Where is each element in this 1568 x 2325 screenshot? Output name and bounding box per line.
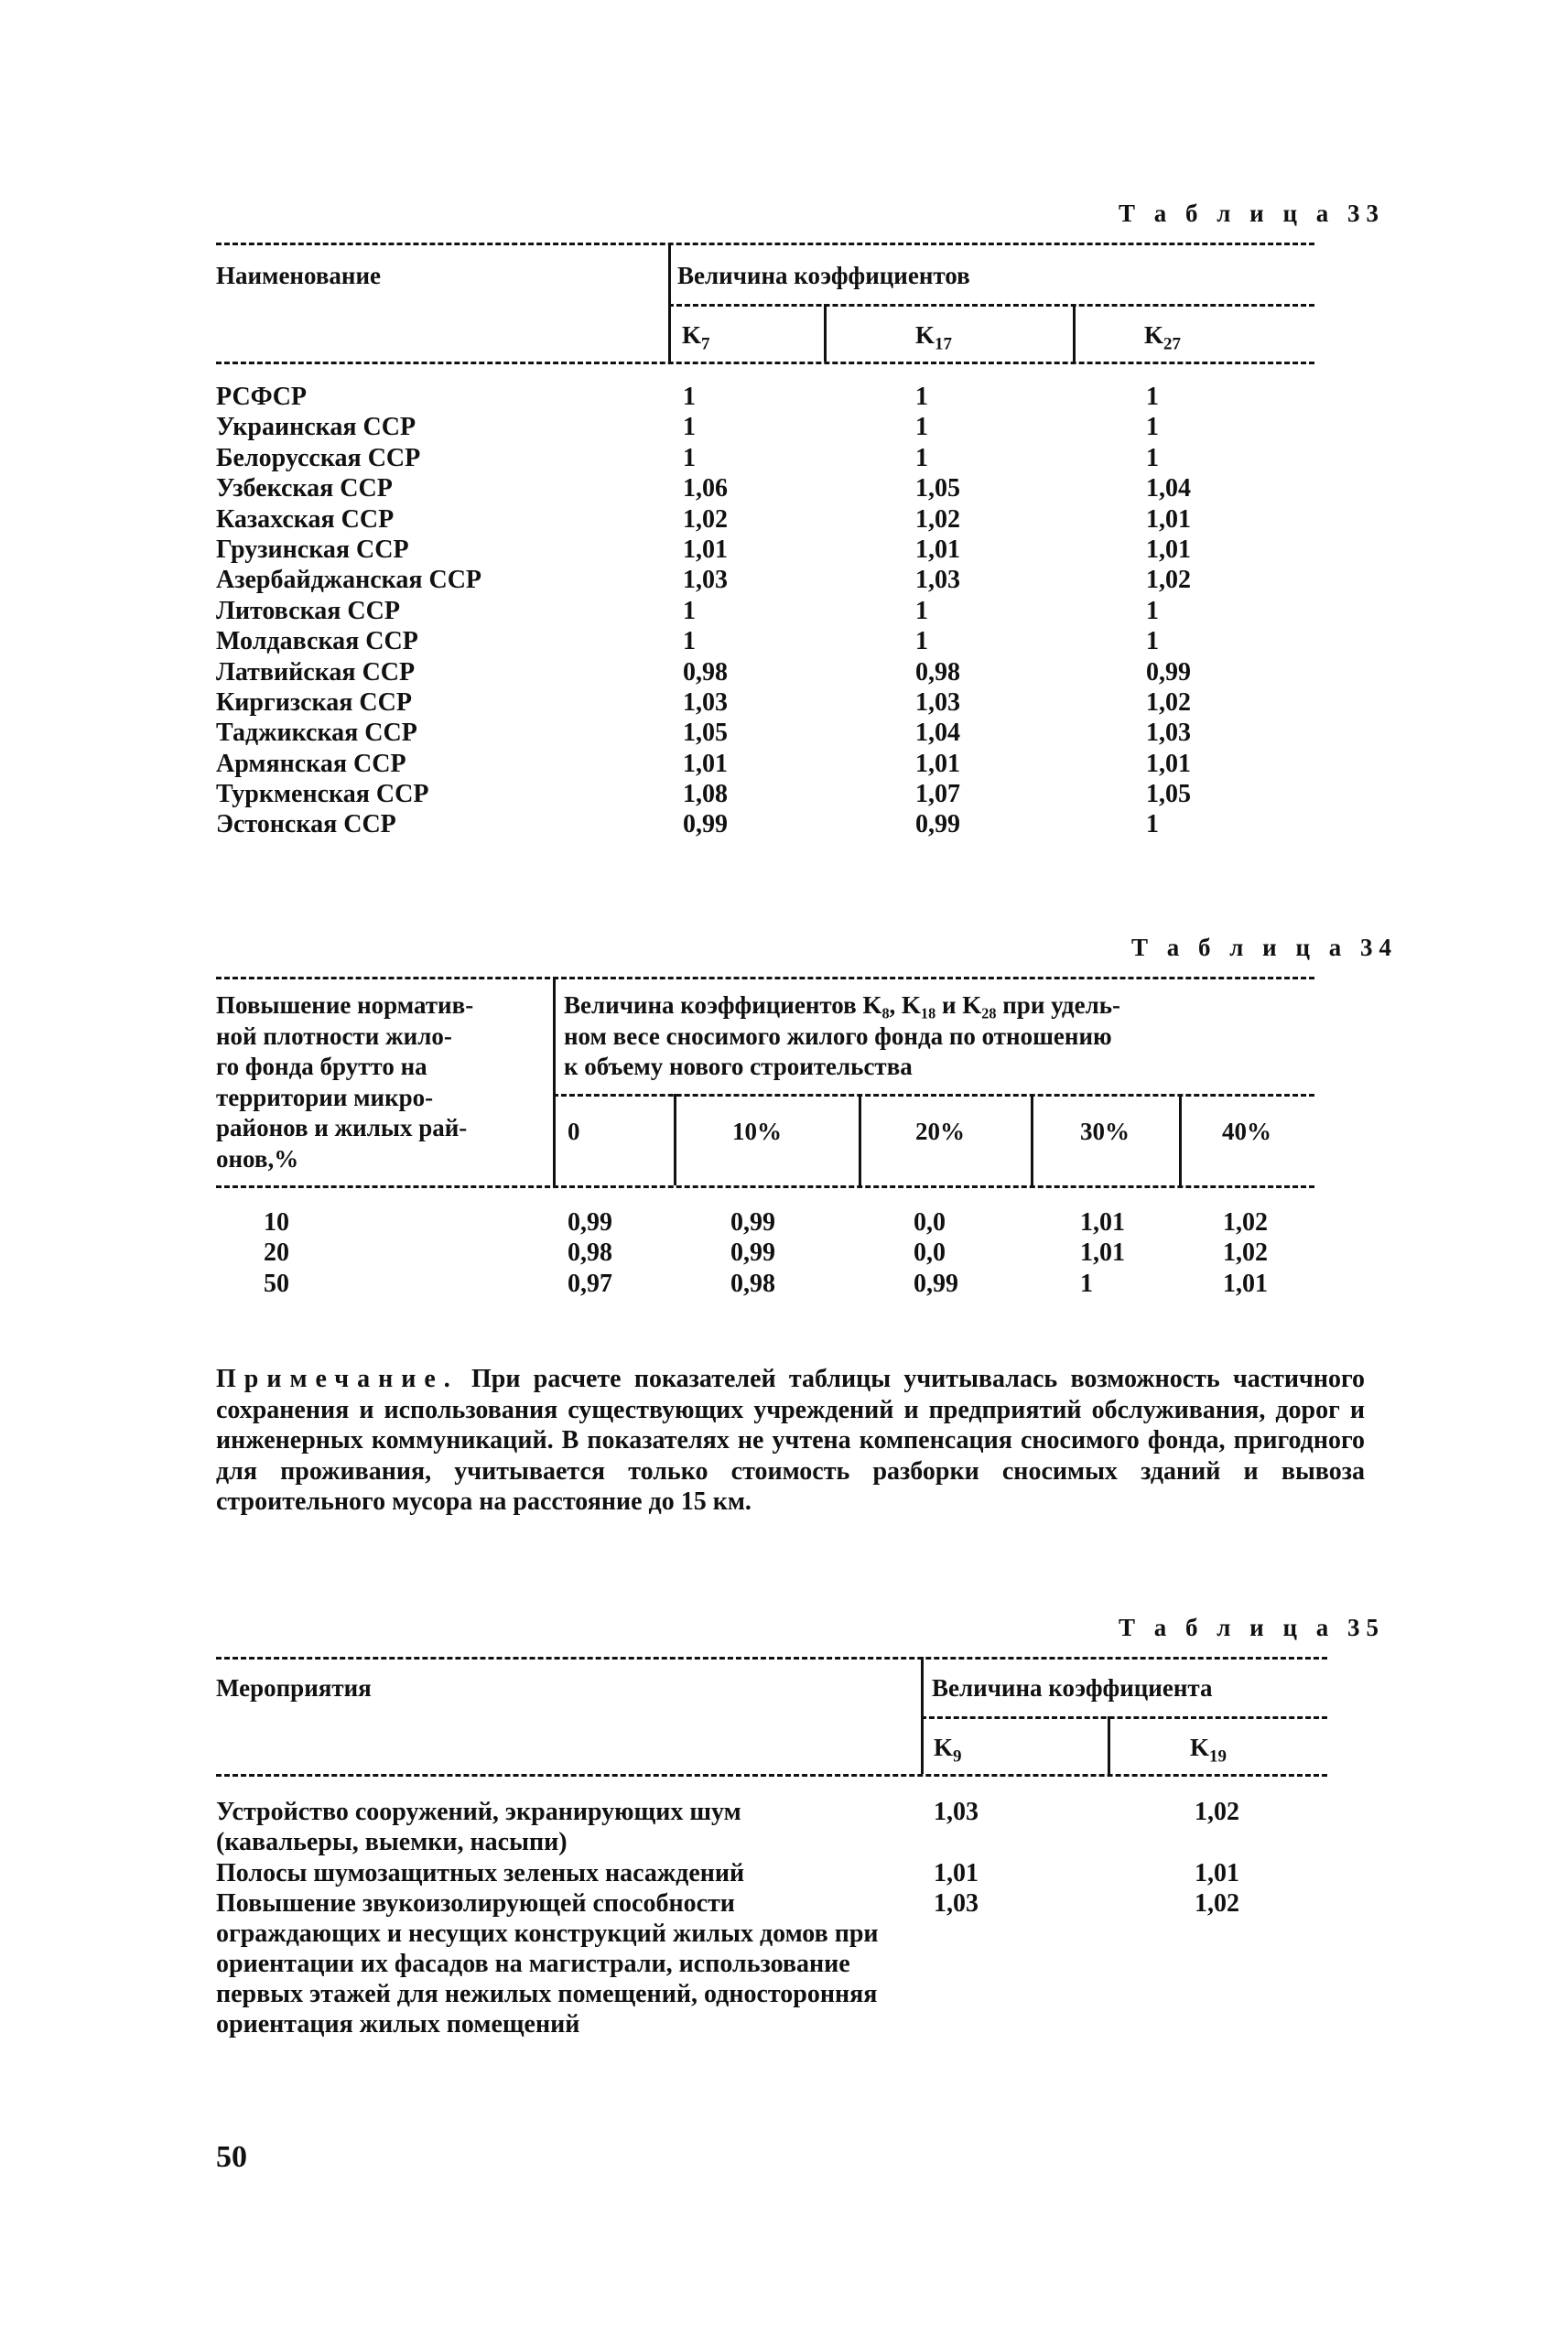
- table-row: 50 0,97 0,98 0,99 1 1,01: [264, 1269, 1268, 1298]
- table-row: 10 0,99 0,99 0,0 1,01 1,02: [264, 1208, 1268, 1237]
- table33-coef-k27: $K_{27}$: [1144, 321, 1182, 354]
- table33-group-rule: [668, 304, 1314, 307]
- table33-body: [216, 382, 1314, 840]
- table35-row-3-k19: 1,02: [1195, 1889, 1239, 1918]
- table33-coef-k7: $K_7$: [682, 321, 710, 354]
- table33-top-rule: [216, 243, 1314, 245]
- table35-row-2-k19: 1,01: [1195, 1859, 1239, 1887]
- table34-group-rule: [553, 1094, 1314, 1097]
- table35-row-2-k9: 1,01: [934, 1859, 979, 1887]
- table34-sub-divider-4: [1179, 1094, 1182, 1185]
- table-row: Литовская ССР 1 1 1: [216, 596, 1159, 625]
- table-row: Узбекская ССР 1,06 1,05 1,04: [216, 474, 1191, 503]
- table34-col-name: Повышение норматив- ной плотности жило- го фонда брутто на территории микро- районов и жилых рай- онов,%: [216, 991, 474, 1173]
- table33-divider: [668, 243, 671, 362]
- table34-sub-divider-2: [859, 1094, 861, 1185]
- table35-coef-k19: $K_{19}$: [1190, 1734, 1227, 1767]
- table34-pct-20: 20%: [915, 1118, 965, 1145]
- table34-caption: Т а б л и ц а 34: [1131, 934, 1399, 961]
- table34-note: [216, 1364, 1365, 1518]
- table-row: Туркменская ССР 1,08 1,07 1,05: [216, 780, 1191, 809]
- table-row: Грузинская ССР 1,01 1,01 1,01: [216, 535, 1191, 564]
- table-row: Киргизская ССР 1,03 1,03 1,02: [216, 687, 1191, 717]
- table-row: Азербайджанская ССР 1,03 1,03 1,02: [216, 566, 1191, 595]
- table34-col-group: Величина коэффициентов K₈, K₁₈ и K₂₈ при удель- ном весе сносимого жилого фонда по отношению к объему нового строительства: [564, 991, 1120, 1080]
- table-row: Украинская ССР 1 1 1: [216, 413, 1159, 442]
- table35-row-1-k9: 1,03: [934, 1798, 979, 1826]
- table34-top-rule: [216, 977, 1314, 979]
- table-row: Таджикская ССР 1,05 1,04 1,03: [216, 719, 1191, 748]
- table33-coef-k17: $K_{17}$: [915, 321, 953, 354]
- table35-coef-k9: $K_9$: [934, 1734, 962, 1767]
- table-row: Белорусская ССР 1 1 1: [216, 443, 1159, 472]
- table-row: 20 0,98 0,99 0,0 1,01 1,02: [264, 1238, 1268, 1268]
- note-label: Примечание.: [216, 1365, 459, 1393]
- table34-header-rule: [216, 1185, 1314, 1188]
- table34-pct-0: 0: [568, 1118, 580, 1145]
- table34-divider: [553, 977, 556, 1185]
- table35-top-rule: [216, 1657, 1327, 1660]
- table35-divider: [921, 1657, 924, 1774]
- table34-sub-divider-1: [674, 1094, 676, 1185]
- table34-pct-30: 30%: [1080, 1118, 1130, 1145]
- table-row: Казахская ССР 1,02 1,02 1,01: [216, 504, 1191, 534]
- table34-pct-40: 40%: [1222, 1118, 1271, 1145]
- table35-col-name: Мероприятия: [216, 1674, 372, 1702]
- table35-header-rule: [216, 1774, 1327, 1777]
- table33-col-group: Величина коэффициентов: [677, 262, 970, 289]
- table33-sub-divider-1: [824, 304, 827, 362]
- page-number: 50: [216, 2140, 247, 2174]
- table35-row-3-k9: 1,03: [934, 1889, 979, 1918]
- table-row: Эстонская ССР 0,99 0,99 1: [216, 810, 1159, 839]
- table-row: Армянская ССР 1,01 1,01 1,01: [216, 749, 1191, 778]
- table33-caption: Т а б л и ц а 33: [1119, 200, 1386, 227]
- table33-header-rule: [216, 362, 1314, 364]
- table34-body: [216, 1207, 1314, 1299]
- table35-group-rule: [921, 1716, 1327, 1719]
- table-row: Молдавская ССР 1 1 1: [216, 627, 1159, 656]
- table-row: РСФСР 1 1 1: [216, 383, 1159, 411]
- table34-sub-divider-3: [1031, 1094, 1033, 1185]
- table33-sub-divider-2: [1073, 304, 1076, 362]
- table35-row-1-k19: 1,02: [1195, 1798, 1239, 1826]
- note-text: При расчете показателей таблицы учитывалась возможность частичного сохранения и использования существующих учреждений и предприятий обслуживания, дорог и инженерных коммуникаций. В показателях не учтена компенсация сносимого фонда, пригодного для проживания, учитывается только стоимость разборки сносимых зданий и вывоза строительного мусора на расстояние до 15 км.: [216, 1365, 1365, 1516]
- table33-col-name: Наименование: [216, 262, 381, 289]
- table35-sub-divider: [1108, 1716, 1110, 1774]
- table35-caption: Т а б л и ц а 35: [1119, 1614, 1386, 1641]
- table-row: Латвийская ССР 0,98 0,98 0,99: [216, 657, 1191, 687]
- table34-pct-10: 10%: [732, 1118, 782, 1145]
- table35-row-2-name: Полосы шумозащитных зеленых насаждений: [216, 1859, 745, 1887]
- table35-row-3-name: Повышение звукоизолирующей способности ограждающих и несущих конструкций жилых домов при ориентации их фасадов на магистрали, использование первых этажей для нежилых помещений, односторонняя ориентация жилых помещений: [216, 1889, 879, 2038]
- table35-row-1-name: Устройство сооружений, экранирующих шум (кавальеры, выемки, насыпи): [216, 1798, 741, 1856]
- table35-col-group: Величина коэффициента: [932, 1674, 1213, 1702]
